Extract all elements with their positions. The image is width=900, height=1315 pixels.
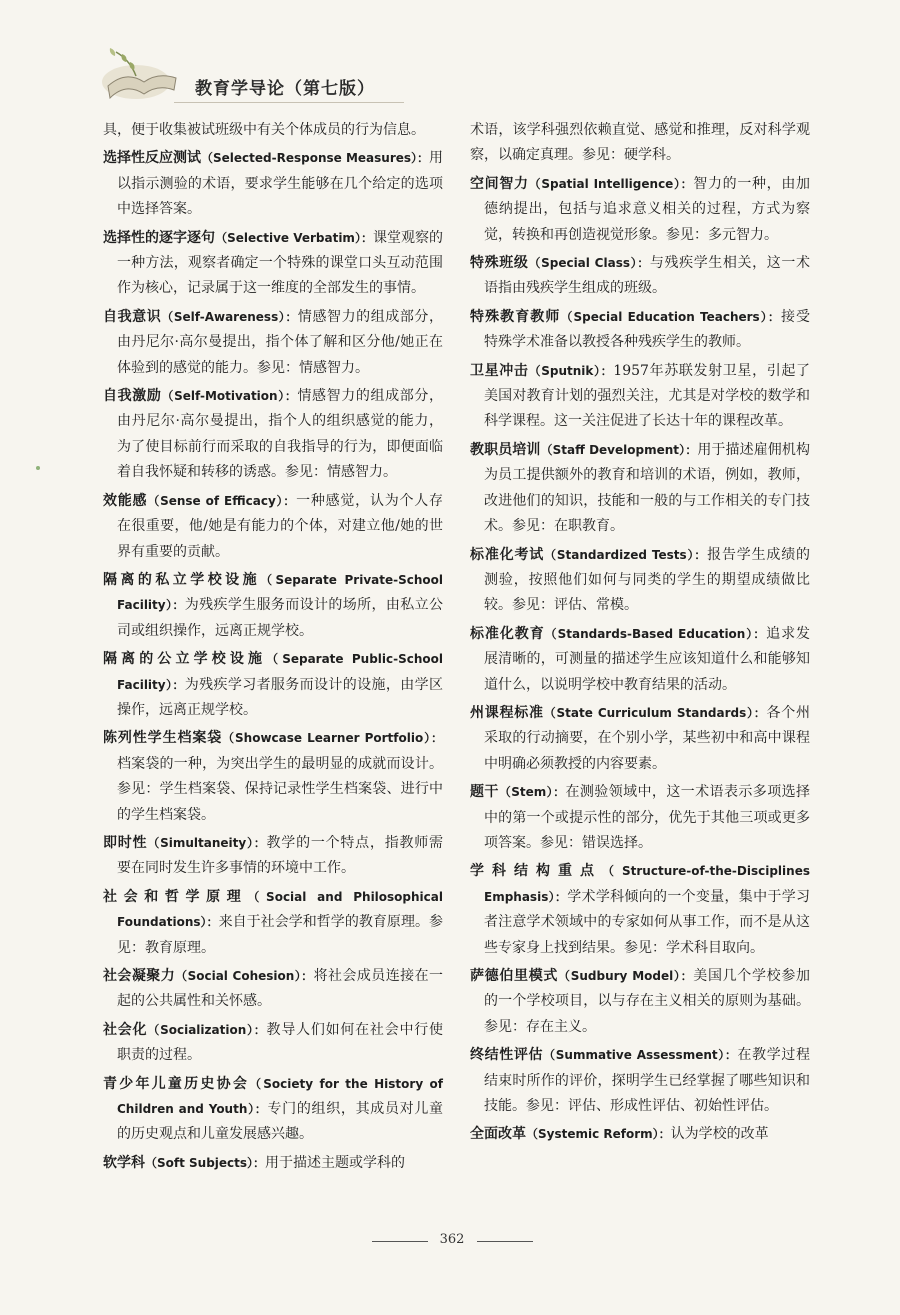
glossary-entry bbox=[103, 647, 443, 723]
running-header bbox=[96, 42, 396, 112]
glossary-term: 特殊教育教师 bbox=[470, 308, 561, 325]
glossary-term-english: （Structure-of-the-Disciplines Emphasis）： bbox=[484, 864, 810, 904]
glossary-definition: 专门的组织，其成员对儿童的历史观点和儿童发展感兴趣。 bbox=[117, 1101, 444, 1143]
glossary-term: 社会凝聚力 bbox=[103, 968, 176, 984]
glossary-definition: 与残疾学生相关，这一术语指由残疾学生组成的班级。 bbox=[484, 255, 811, 297]
running-header-title: 教育学导论（第七版） bbox=[195, 79, 375, 99]
glossary-term: 自我激励 bbox=[103, 388, 162, 405]
glossary-entry bbox=[470, 118, 810, 169]
glossary-definition: 报告学生成绩的测验，按照他们如何与同类的学生的期望成绩做比较。参见：评估、常模。 bbox=[484, 546, 811, 614]
glossary-term: 自我意识 bbox=[103, 308, 162, 325]
glossary-term-english: （Sudbury Model）： bbox=[558, 969, 694, 983]
glossary-term-english: （Society for the History of Children and Youth）： bbox=[117, 1076, 444, 1117]
page-speck bbox=[36, 466, 40, 470]
glossary-term: 标准化考试 bbox=[470, 546, 545, 563]
glossary-term-english: （Staff Development）： bbox=[540, 442, 698, 457]
glossary-definition: 具，便于收集被试班级中有关个体成员的行为信息。 bbox=[103, 122, 425, 138]
glossary-term: 萨德伯里模式 bbox=[470, 968, 559, 984]
glossary-term: 即时性 bbox=[103, 834, 148, 851]
glossary-term-english: （Spatial Intelligence）： bbox=[528, 176, 694, 191]
glossary-entry bbox=[103, 726, 443, 828]
glossary-term-english: （Self-Motivation）： bbox=[161, 389, 298, 404]
footer-ornament-left bbox=[372, 1241, 428, 1242]
glossary-definition: 接受特殊学术准备以教授各种残疾学生的教师。 bbox=[484, 308, 811, 351]
glossary-entry bbox=[103, 885, 443, 961]
glossary-definition: 情感智力的组成部分，由丹尼尔·高尔曼提出，指个人的组织感觉的能力，为了使目标前行而采取的自我指导的行为，即便面临着自我怀疑和转移的诱惑。参见：情感智力。 bbox=[117, 388, 444, 481]
glossary-term-english: （Selective Verbatim）： bbox=[215, 230, 373, 245]
glossary-column-left bbox=[103, 118, 443, 1179]
glossary-term-english: （Simultaneity）： bbox=[147, 835, 267, 850]
glossary-entry bbox=[470, 964, 810, 1040]
glossary-term-english: （Standards-Based Education）： bbox=[544, 626, 767, 641]
glossary-term: 终结性评估 bbox=[470, 1047, 544, 1064]
glossary-term: 卫星冲击 bbox=[470, 362, 529, 379]
glossary-term-english: （Special Class）： bbox=[528, 256, 650, 271]
glossary-definition: 教学的一个特点，指教师需要在同时发生许多事情的环境中工作。 bbox=[117, 834, 444, 877]
glossary-definition: 教导人们如何在社会中行使职责的过程。 bbox=[117, 1021, 443, 1064]
glossary-term: 隔离的私立学校设施 bbox=[103, 571, 261, 588]
header-divider bbox=[174, 102, 404, 103]
glossary-entry bbox=[470, 172, 810, 248]
glossary-entry bbox=[470, 438, 810, 540]
glossary-definition: 智力的一种，由加德纳提出，包括与追求意义相关的过程，方式为察觉，转换和再创造视觉形象。参见：多元智力。 bbox=[484, 175, 810, 243]
glossary-term: 学科结构重点 bbox=[470, 863, 602, 880]
glossary-entry bbox=[103, 1072, 443, 1148]
glossary-entry bbox=[470, 305, 810, 356]
glossary-term-english: （Social Cohesion）： bbox=[175, 969, 314, 983]
glossary-definition: 1957年苏联发射卫星，引起了美国对教育计划的强烈关注，尤其是对学校的数学和科学课程。这一关注促进了长达十年的课程改革。 bbox=[484, 362, 810, 430]
glossary-term-english: （Showcase Learner Portfolio）： bbox=[222, 731, 443, 746]
glossary-term-english: （Sputnik）： bbox=[528, 363, 614, 378]
glossary-definition: 各个州采取的行动摘要，在个别小学，某些初中和高中课程中明确必须教授的内容要素。 bbox=[484, 704, 811, 772]
glossary-term: 社会化 bbox=[103, 1021, 148, 1038]
glossary-term-english: （Separate Public-School Facility）： bbox=[117, 652, 444, 692]
glossary-entry bbox=[103, 1018, 443, 1069]
glossary-term: 全面改革 bbox=[470, 1126, 526, 1143]
glossary-definition: 在测验领域中，这一术语表示多项选择中的第一个或提示性的部分，优先于其他三项或更多项答案。参见：错误选择。 bbox=[484, 784, 811, 851]
footer-ornament-right bbox=[477, 1241, 533, 1242]
glossary-term-english: （Socialization）： bbox=[147, 1022, 267, 1037]
glossary-entry bbox=[470, 701, 810, 777]
glossary-term: 标准化教育 bbox=[470, 625, 545, 642]
glossary-term-english: （Selected-Response Measures）： bbox=[201, 151, 430, 166]
glossary-entry bbox=[470, 859, 810, 961]
glossary-term-english: （Separate Private-School Facility）： bbox=[117, 572, 444, 613]
glossary-term-english: （Sense of Efficacy）： bbox=[147, 493, 297, 508]
glossary-term-english: （Special Education Teachers）： bbox=[560, 309, 781, 324]
book-leaf-ornament-icon bbox=[96, 42, 186, 104]
glossary-entry bbox=[103, 118, 443, 143]
glossary-definition: 一种感觉，认为个人存在很重要，他/她是有能力的个体，对建立他/她的世界有重要的贡献。 bbox=[117, 492, 444, 560]
glossary-definition: 情感智力的组成部分，由丹尼尔·高尔曼提出，指个体了解和区分他/她正在体验到的感觉的能力。参见：情感智力。 bbox=[117, 308, 443, 376]
glossary-term: 教职员培训 bbox=[470, 441, 541, 458]
glossary-definition: 用以指示测验的术语，要求学生能够在几个给定的选项中选择答案。 bbox=[117, 150, 444, 218]
glossary-term: 空间智力 bbox=[470, 175, 529, 192]
glossary-entry bbox=[103, 489, 443, 565]
glossary-definition: 追求发展清晰的，可测量的描述学生应该知道什么和能够知道什么，以说明学校中教育结果的活动。 bbox=[484, 625, 811, 693]
glossary-definition: 用于描述主题或学科的 bbox=[265, 1154, 406, 1171]
glossary-entry bbox=[103, 146, 443, 222]
glossary-entry bbox=[103, 964, 443, 1015]
glossary-term: 州课程标准 bbox=[470, 704, 544, 721]
glossary-definition: 课堂观察的一种方法，观察者确定一个特殊的课堂口头互动范围作为核心，记录属于这一维度的全部发生的事情。 bbox=[117, 229, 443, 297]
glossary-term: 选择性的逐字逐句 bbox=[103, 229, 216, 246]
glossary-entry bbox=[470, 543, 810, 619]
glossary-definition: 在教学过程结束时所作的评价，探明学生已经掌握了哪些知识和技能。参见：评估、形成性评估、初始性评估。 bbox=[484, 1047, 811, 1115]
glossary-term-english: （Standardized Tests）： bbox=[544, 547, 708, 562]
glossary-term: 青少年儿童历史协会 bbox=[103, 1075, 250, 1092]
glossary-entry bbox=[470, 1122, 810, 1147]
glossary-definition: 学术学科倾向的一个变量，集中于学习者注意学术领域中的专家如何从事工作，而不是从这些专家身上找到结果。参见：学术科目取向。 bbox=[484, 888, 810, 956]
glossary-definition: 认为学校的改革 bbox=[670, 1126, 769, 1143]
page-footer bbox=[0, 1224, 900, 1254]
glossary-column-right bbox=[470, 118, 810, 1151]
glossary-entry bbox=[470, 251, 810, 302]
glossary-entry bbox=[103, 1151, 443, 1176]
glossary-entry bbox=[103, 831, 443, 882]
glossary-definition: 为残疾学习者服务而设计的设施，由学区操作，远离正规学校。 bbox=[117, 676, 443, 718]
glossary-entry bbox=[103, 226, 443, 302]
glossary-term-english: （Social and Philosophical Foundations）： bbox=[117, 889, 443, 930]
glossary-term-english: （Self-Awareness）： bbox=[161, 309, 298, 324]
glossary-definition: 用于描述雇佣机构为员工提供额外的教育和培训的术语，例如，教师，改进他们的知识，技能和一般的与工作相关的专门技术。参见：在职教育。 bbox=[484, 441, 811, 535]
glossary-entry bbox=[103, 305, 443, 381]
page-number: 362 bbox=[439, 1232, 465, 1247]
glossary-definition: 术语，该学科强烈依赖直觉、感觉和推理，反对科学观察，以确定真理。参见：硬学科。 bbox=[470, 122, 810, 164]
glossary-term-english: （Systemic Reform）： bbox=[526, 1127, 671, 1142]
glossary-entry bbox=[470, 780, 810, 856]
glossary-entry bbox=[470, 359, 810, 435]
glossary-definition: 将社会成员连接在一起的公共属性和关怀感。 bbox=[117, 968, 444, 1010]
glossary-entry bbox=[470, 1043, 810, 1119]
glossary-definition: 为残疾学生服务而设计的场所，由私立公司或组织操作，远离正规学校。 bbox=[117, 597, 443, 639]
glossary-term: 选择性反应测试 bbox=[103, 150, 201, 167]
glossary-term: 软学科 bbox=[103, 1154, 145, 1171]
glossary-term: 特殊班级 bbox=[470, 255, 529, 272]
glossary-entry bbox=[103, 568, 443, 644]
glossary-entry bbox=[470, 622, 810, 698]
glossary-definition: 美国几个学校参加的一个学校项目，以与存在主义相关的原则为基础。参见：存在主义。 bbox=[484, 968, 811, 1035]
glossary-term: 效能感 bbox=[103, 492, 148, 509]
glossary-definition: 来自于社会学和哲学的教育原理。参见：教育原理。 bbox=[117, 914, 443, 956]
glossary-term-english: （Soft Subjects）： bbox=[145, 1155, 266, 1170]
glossary-term: 题干 bbox=[470, 784, 499, 801]
glossary-term-english: （Stem）： bbox=[498, 785, 566, 800]
glossary-term-english: （Summative Assessment）： bbox=[543, 1048, 738, 1063]
glossary-term: 社会和哲学原理 bbox=[103, 888, 248, 905]
glossary-entry bbox=[103, 384, 443, 486]
glossary-term-english: （State Curriculum Standards）： bbox=[543, 705, 767, 720]
glossary-definition: 档案袋的一种，为突出学生的最明显的成就而设计。参见：学生档案袋、保持记录性学生档案袋、进行中的学生档案袋。 bbox=[117, 755, 443, 823]
glossary-term: 陈列性学生档案袋 bbox=[103, 730, 223, 747]
glossary-term: 隔离的公立学校设施 bbox=[103, 651, 267, 668]
